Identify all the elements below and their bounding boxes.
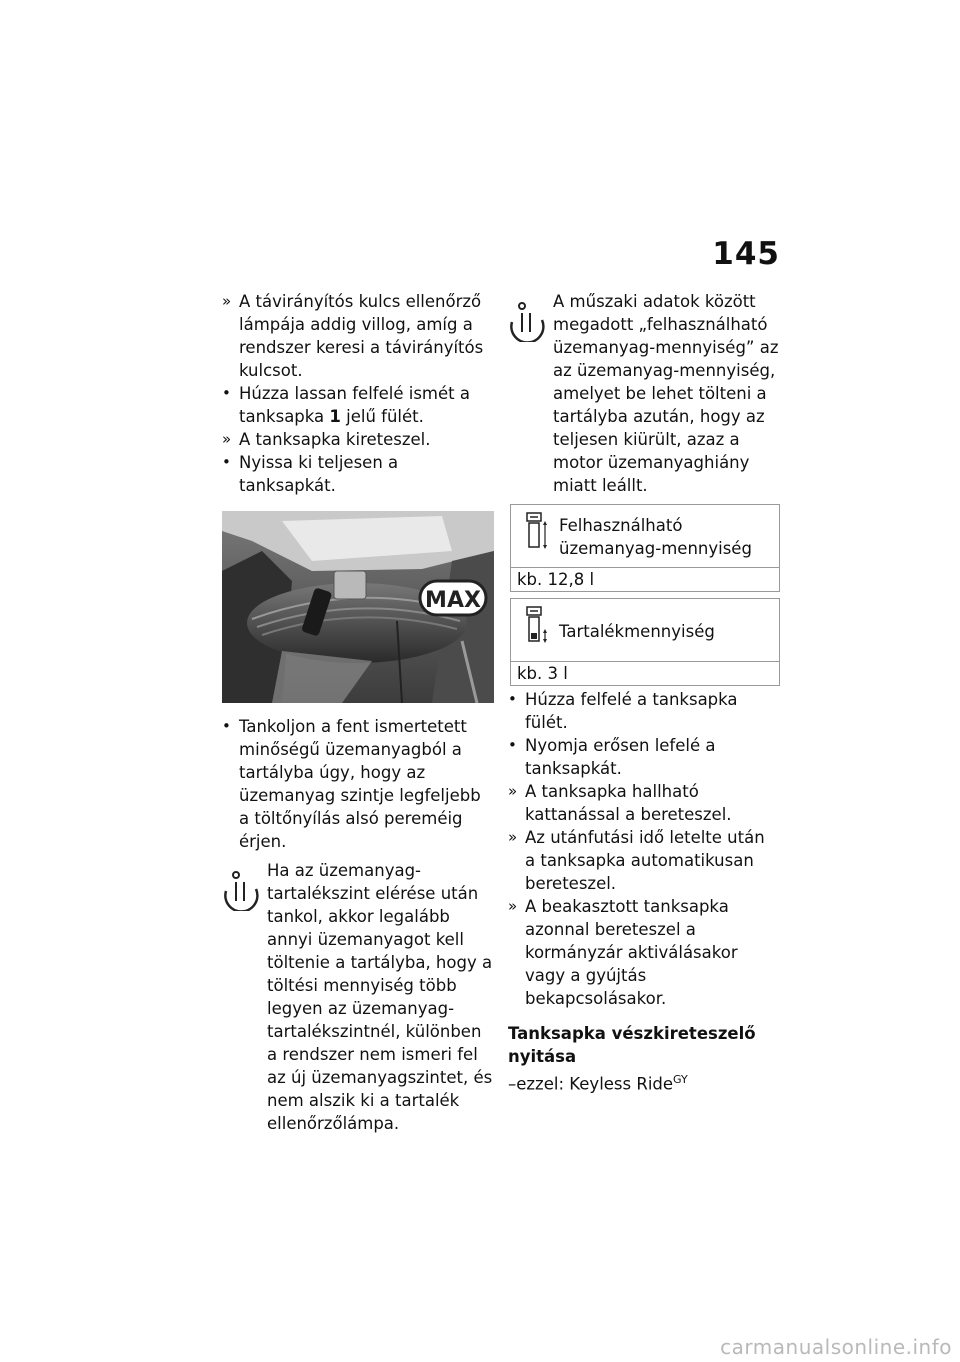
- list-item: [222, 382, 494, 428]
- bullet-marker: •: [222, 717, 231, 735]
- applies-to-prefix: –ezzel:: [508, 1074, 565, 1094]
- left-column: [222, 290, 494, 1135]
- item-text: Húzza lassan felfelé ismét a tanksapka: [239, 384, 470, 426]
- item-text: A beakasztott tanksapka azonnal bereteszel a kormányzár aktiválásakor vagy a gyújtás bekapcsolásakor.: [525, 897, 738, 1008]
- spec-table-reserve: [510, 598, 780, 686]
- info-text: Ha az üzemanyag-tartalékszint elérése után tankol, akkor legalább annyi üzemanyagot kell töltenie a tartályba, hogy a töltési mennyiség több legyen az üzemanyag-tartalékszintnél, különben a rendszer nem ismeri fel az új üzemanyagszintet, és nem alszik ki a tartalék ellenőrzőlámpa.: [267, 861, 493, 1133]
- list-item: [508, 688, 780, 734]
- info-note: [222, 859, 494, 1135]
- right-column: [508, 290, 780, 1096]
- arrow-marker: »: [222, 292, 232, 310]
- list-item: [508, 895, 780, 1010]
- item-text: A távirányítós kulcs ellenőrző lámpája addig villog, amíg a rendszer keresi a távirányítós kulcsot.: [239, 292, 484, 380]
- applies-to-line: [508, 1068, 780, 1096]
- section-heading: Tanksapka vészkireteszelő nyitása: [508, 1024, 756, 1066]
- item-text: Tankoljon a fent ismertetett minőségű üzemanyagból a tartályba úgy, hogy az üzemanyag szintje legfeljebb a töltőnyílás alsó pereméig érjen.: [239, 717, 481, 851]
- item-text: Nyomja erősen lefelé a tanksapkát.: [525, 736, 716, 778]
- bullet-marker: •: [222, 384, 231, 402]
- bullet-marker: •: [508, 736, 517, 754]
- list-item: [222, 290, 494, 382]
- applies-to-value: Keyless Ride: [569, 1074, 674, 1094]
- item-text: A tanksapka kireteszel.: [239, 430, 431, 449]
- list-item: [508, 826, 780, 895]
- list-item: [508, 780, 780, 826]
- info-note: [508, 290, 780, 497]
- arrow-marker: »: [508, 782, 518, 800]
- item-text: Nyissa ki teljesen a tanksapkát.: [239, 453, 399, 495]
- bullet-marker: •: [222, 453, 231, 471]
- list-item: [222, 715, 494, 853]
- fuel-pump-icon: [525, 511, 549, 549]
- item-text: Az utánfutási idő letelte után a tanksapka automatikusan bereteszel.: [525, 828, 765, 893]
- item-text: A tanksapka hallható kattanással a bereteszel.: [525, 782, 732, 824]
- info-icon: [508, 294, 550, 342]
- spec-value: kb. 12,8 l: [511, 568, 780, 592]
- fuel-filler-photo: [222, 511, 494, 703]
- info-icon: [222, 863, 264, 911]
- reference-number: 1: [329, 407, 341, 426]
- list-item: [508, 734, 780, 780]
- page-number: 145: [712, 236, 780, 272]
- spec-value: kb. 3 l: [511, 662, 780, 686]
- bullet-marker: •: [508, 690, 517, 708]
- fuel-pump-icon: [525, 605, 549, 643]
- applies-to-sup: GY: [673, 1073, 688, 1086]
- spec-table-usable-fuel: [510, 504, 780, 592]
- max-label: MAX: [425, 588, 481, 613]
- list-item: [222, 451, 494, 497]
- spec-label: Tartalékmennyiség: [559, 621, 715, 641]
- info-text: A műszaki adatok között megadott „felhasználható üzemanyag-mennyiség” az az üzemanyag-mennyiség, amelyet be lehet tölteni a tartályba azután, hogy az teljesen kiürült, azaz a motor üzemanyaghiány miatt leállt.: [553, 292, 779, 495]
- watermark-footer: carmanualsonline.info: [720, 1335, 952, 1359]
- arrow-marker: »: [508, 897, 518, 915]
- item-text: jelű fülét.: [340, 407, 424, 426]
- arrow-marker: »: [222, 430, 232, 448]
- spec-label: Felhasználható üzemanyag-mennyiség: [559, 516, 752, 558]
- item-text: Húzza felfelé a tanksapka fülét.: [525, 690, 738, 732]
- arrow-marker: »: [508, 828, 518, 846]
- list-item: [222, 428, 494, 451]
